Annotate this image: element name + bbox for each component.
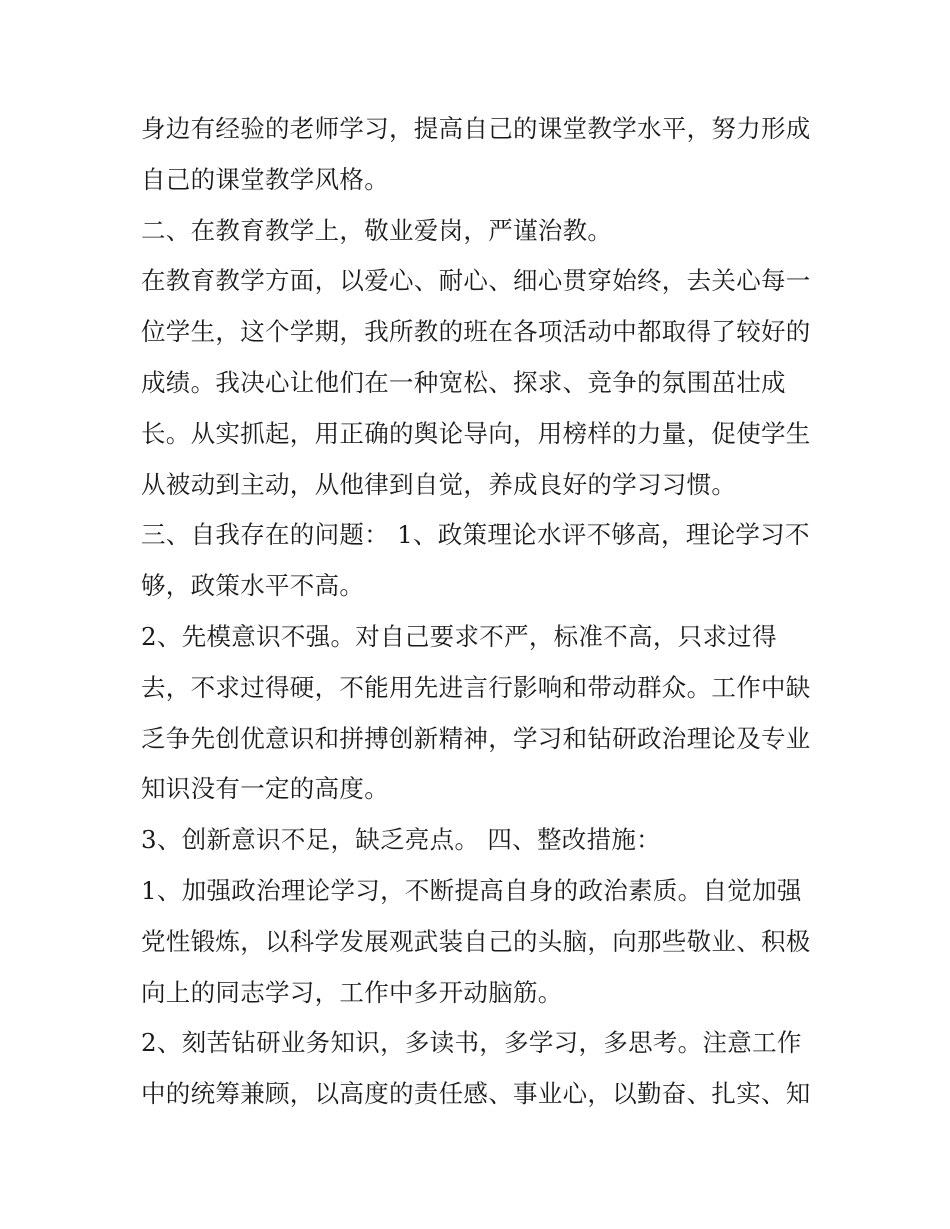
text-line: 2、刻苦钻研业务知识，多读书，多学习，多思考。注意工作 [141, 1028, 802, 1058]
section-heading: 二、在教育教学上，敬业爱岗，严谨治教。 [141, 215, 613, 245]
text-line: 自己的课堂教学风格。 [141, 164, 389, 194]
text-line: 1、加强政治理论学习，不断提高自身的政治素质。自觉加强 [141, 875, 802, 905]
text-line: 身边有经验的老师学习，提高自己的课堂教学水平，努力形成 [141, 114, 811, 143]
text-line: 知识没有一定的高度。 [141, 774, 389, 804]
text-line: 位学生，这个学期，我所教的班在各项活动中都取得了较好的 [141, 317, 811, 347]
body-text [141, 104, 821, 1120]
text-line: 乏争先创优意识和拼搏创新精神，学习和钻研政治理论及专业 [141, 723, 811, 753]
text-line: 在教育教学方面，以爱心、耐心、细心贯穿始终，去关心每一 [141, 266, 811, 296]
text-line: 党性锻炼，以科学发展观武装自己的头脑，向那些敬业、积极 [141, 926, 811, 956]
section-heading: 三、自我存在的问题： 1、政策理论水评不够高，理论学习不 [141, 520, 810, 550]
text-line: 从被动到主动，从他律到自觉，养成良好的学习习惯。 [141, 469, 737, 499]
text-line: 够，政策水平不高。 [141, 571, 365, 601]
text-line: 向上的同志学习，工作中多开动脑筋。 [141, 977, 563, 1007]
text-line: 中的统筹兼顾，以高度的责任感、事业心，以勤奋、扎实、知 [141, 1079, 811, 1109]
text-line: 长。从实抓起，用正确的舆论导向，用榜样的力量，促使学生 [141, 418, 811, 448]
text-line: 去，不求过得硬，不能用先进言行影响和带动群众。工作中缺 [141, 672, 811, 702]
section-heading: 3、创新意识不足，缺乏亮点。 四、整改措施： [141, 825, 661, 855]
text-line: 2、先模意识不强。对自己要求不严，标准不高，只求过得 [141, 621, 777, 651]
text-line: 成绩。我决心让他们在一种宽松、探求、竞争的氛围茁壮成 [141, 367, 786, 397]
